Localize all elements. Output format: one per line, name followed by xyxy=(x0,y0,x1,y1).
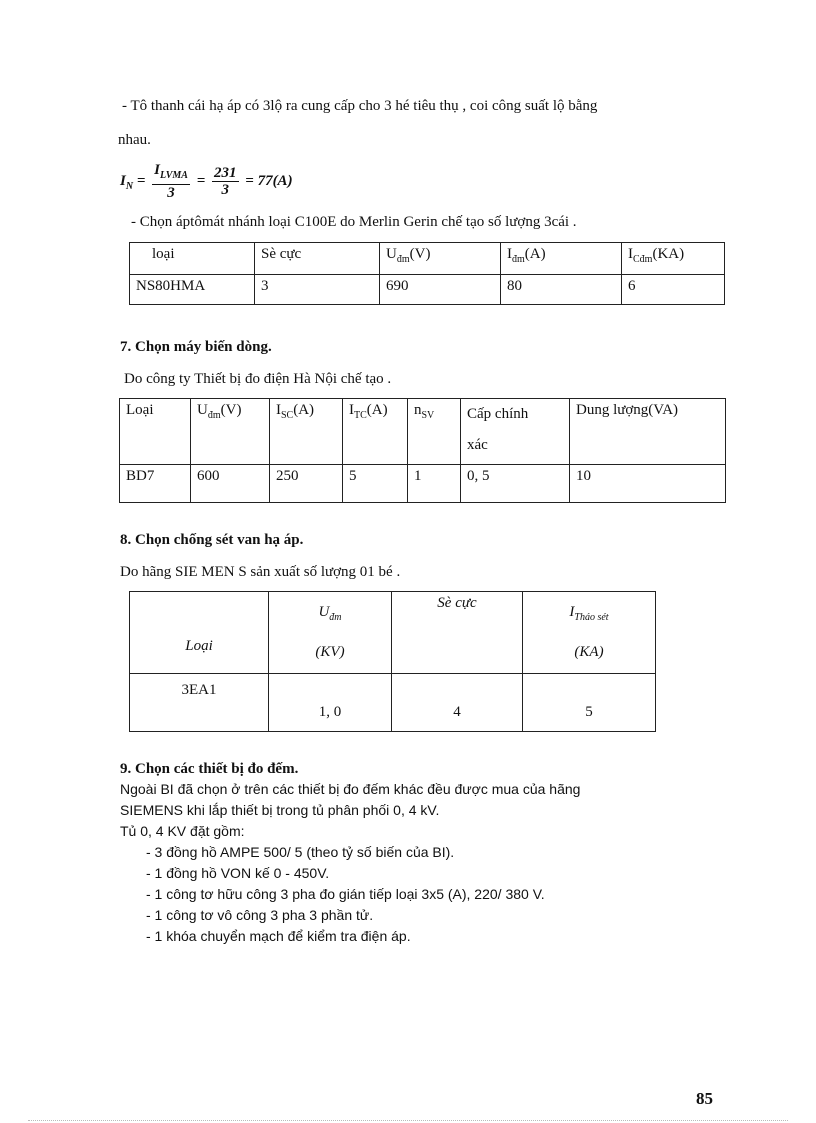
table1-cell-secuc: 3 xyxy=(255,275,380,305)
table3-header-u: $U_{đm}$ (KV) xyxy=(269,592,392,674)
intro-line-1: - Tô thanh cái hạ áp có 3lộ ra cung cấp cho 3 hé tiêu thụ , coi công suất lộ bằng xyxy=(122,98,598,114)
table1-header-i: $I_{đm}(A)$ xyxy=(501,243,622,275)
table2-cell-u: 600 xyxy=(191,465,270,503)
section-9-para-1: Ngoài BI đã chọn ở trên các thiết bị đo đếm khác đều được mua của hãng xyxy=(120,781,581,797)
table3-header-loai: Loại xyxy=(130,592,269,674)
table2-header-dung: Dung lượng(VA) xyxy=(570,399,726,465)
table-row xyxy=(130,674,656,732)
table2-header-n: $n_{SV}$ xyxy=(408,399,461,465)
table2-header-loai: Loại xyxy=(120,399,191,465)
section-9-title: 9. Chọn các thiết bị đo đếm. xyxy=(120,761,299,777)
table2-header-itc: $I_{TC}(A)$ xyxy=(343,399,408,465)
section-9-para-3: Tủ 0, 4 KV đặt gồm: xyxy=(120,823,245,839)
table1-header-secuc: Sè cực xyxy=(255,243,380,275)
formula-frac2-num: 231 xyxy=(214,165,237,181)
equipment-list xyxy=(120,842,580,947)
list-item: - 3 đồng hồ AMPE 500/ 5 (theo tỷ số biến của BI). xyxy=(146,844,455,860)
table3-cell-u: 1, 0 xyxy=(269,674,392,732)
list-item: - 1 đồng hồ VON kế 0 - 450V. xyxy=(146,865,330,881)
table2-cell-dung: 10 xyxy=(570,465,726,503)
aptomat-line: - Chọn áptômát nhánh loại C100E do Merlin Gerin chế tạo số lượng 3cái . xyxy=(131,214,577,230)
table-row xyxy=(130,243,725,275)
table1-cell-loai: NS80HMA xyxy=(130,275,255,305)
list-item: - 1 khóa chuyển mạch để kiểm tra điện áp. xyxy=(146,928,411,944)
table-row xyxy=(120,465,726,503)
table-row xyxy=(130,275,725,305)
table2-cell-isc: 250 xyxy=(270,465,343,503)
table1-header-loai: loại xyxy=(130,243,255,275)
page-footer-divider xyxy=(28,1120,788,1121)
table2-cell-loai: BD7 xyxy=(120,465,191,503)
section-8-title: 8. Chọn chống sét van hạ áp. xyxy=(120,532,304,548)
table3-header-secuc: Sè cực xyxy=(392,592,523,674)
section-8-desc: Do hãng SIE MEN S sản xuất số lượng 01 bé . xyxy=(120,564,401,580)
list-item: - 1 công tơ hữu công 3 pha đo gián tiếp loại 3x5 (A), 220/ 380 V. xyxy=(146,886,545,902)
current-transformer-table xyxy=(119,398,726,503)
table1-cell-ic: 6 xyxy=(622,275,725,305)
table1-cell-u: 690 xyxy=(380,275,501,305)
table-row xyxy=(120,399,726,465)
page-number: 85 xyxy=(696,1089,713,1108)
section-9-body xyxy=(120,779,580,947)
formula-result: = 77(A) xyxy=(245,172,293,189)
table3-header-i: $I_{Tháo sét}$ (KA) xyxy=(523,592,656,674)
section-9-para-2: SIEMENS khi lắp thiết bị trong tủ phân phối 0, 4 kV. xyxy=(120,802,440,818)
table2-cell-n: 1 xyxy=(408,465,461,503)
table3-cell-secuc: 4 xyxy=(392,674,523,732)
formula-fraction-2 xyxy=(212,165,239,198)
table1-header-u: $U_{đm}(V)$ xyxy=(380,243,501,275)
section-7-title: 7. Chọn máy biến dòng. xyxy=(120,339,272,355)
table-row xyxy=(130,592,656,674)
aptomat-table xyxy=(129,242,725,305)
formula-frac2-den: 3 xyxy=(221,182,230,198)
current-formula: $I_N$ = $\frac{I_{LVMA}}{3}$ = $\frac{231}{3}$ = 77(A) xyxy=(120,162,293,201)
table3-cell-loai: 3EA1 xyxy=(130,674,269,732)
surge-arrester-table xyxy=(129,591,656,732)
formula-fraction-1 xyxy=(152,162,190,201)
formula-frac1-num-sub: LVMA xyxy=(159,170,188,181)
table3-cell-i: 5 xyxy=(523,674,656,732)
list-item: - 1 công tơ vô công 3 pha 3 phần tử. xyxy=(146,907,374,923)
section-7-desc: Do công ty Thiết bị đo điện Hà Nội chế tạo . xyxy=(124,371,392,387)
formula-lhs-sub: N xyxy=(125,180,134,192)
formula-lhs: I xyxy=(120,172,126,189)
table2-header-isc: $I_{SC}(A)$ xyxy=(270,399,343,465)
formula-frac1-num: I xyxy=(154,162,160,178)
table2-header-u: $U_{đm}(V)$ xyxy=(191,399,270,465)
intro-line-2: nhau. xyxy=(118,132,151,148)
table1-header-ic: $I_{Cđm}(KA)$ xyxy=(622,243,725,275)
table2-cell-itc: 5 xyxy=(343,465,408,503)
table1-cell-i: 80 xyxy=(501,275,622,305)
table2-cell-cap: 0, 5 xyxy=(461,465,570,503)
table2-header-cap: Cấp chính xác xyxy=(461,399,570,465)
formula-frac1-den: 3 xyxy=(167,185,175,201)
